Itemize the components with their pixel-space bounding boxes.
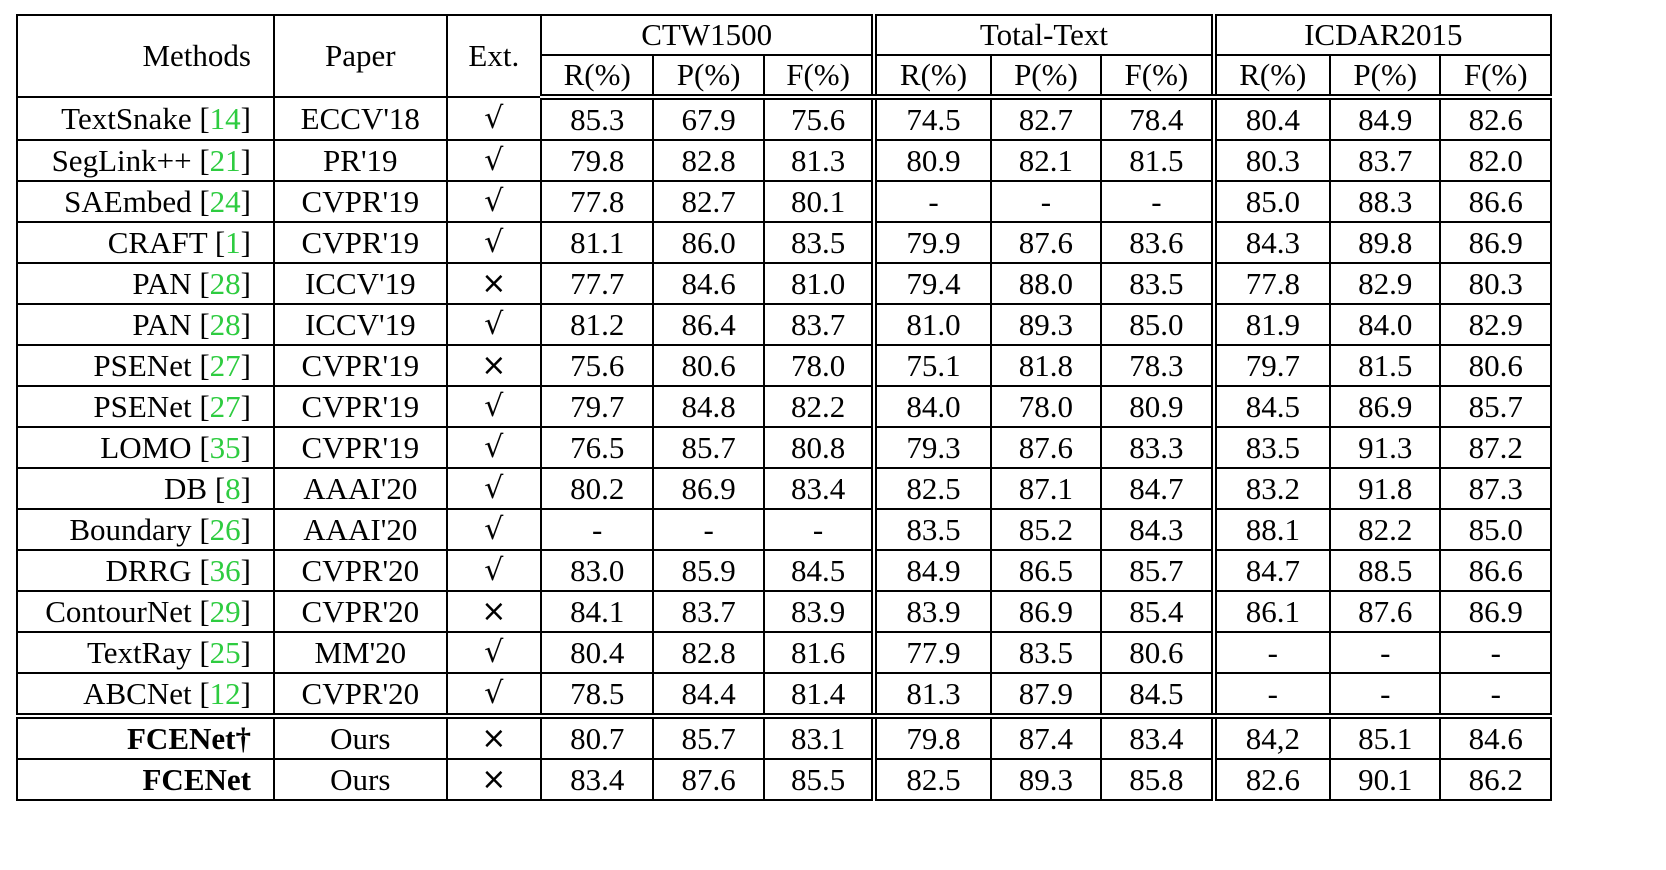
value-cell: 80.8 xyxy=(764,427,874,468)
value-cell: 77.9 xyxy=(874,632,990,673)
value-cell: 83.1 xyxy=(764,716,874,759)
value-cell: 82.6 xyxy=(1214,759,1330,800)
method-cell: TextSnake [14] xyxy=(17,97,274,140)
value-cell: 86.0 xyxy=(653,222,763,263)
value-cell: 83.0 xyxy=(541,550,653,591)
paper-cell: ICCV'19 xyxy=(274,304,447,345)
value-cell: 82.2 xyxy=(764,386,874,427)
header-metric-p: P(%) xyxy=(1330,55,1440,97)
value-cell: 78.5 xyxy=(541,673,653,716)
value-cell: 87.9 xyxy=(991,673,1101,716)
value-cell: 81.8 xyxy=(991,345,1101,386)
table-row xyxy=(17,427,1551,468)
cross-mark-icon: × xyxy=(447,591,541,632)
value-cell: 82.6 xyxy=(1440,97,1551,140)
value-cell: 79.9 xyxy=(874,222,990,263)
value-cell: 80.6 xyxy=(1101,632,1213,673)
value-cell: 80.6 xyxy=(1440,345,1551,386)
value-cell: - xyxy=(764,509,874,550)
check-mark-icon: √ xyxy=(447,140,541,181)
value-cell: 77.8 xyxy=(1214,263,1330,304)
table-row xyxy=(17,222,1551,263)
value-cell: 80.6 xyxy=(653,345,763,386)
value-cell: 82.7 xyxy=(991,97,1101,140)
method-name: TextSnake xyxy=(61,100,192,136)
method-name: TextRay xyxy=(86,634,192,670)
paper-cell: CVPR'19 xyxy=(274,222,447,263)
value-cell: 86.9 xyxy=(1440,222,1551,263)
citation-link[interactable]: 24 xyxy=(209,183,241,219)
value-cell: 84.1 xyxy=(541,591,653,632)
method-name: PSENet xyxy=(93,347,192,383)
value-cell: 84.9 xyxy=(1330,97,1440,140)
value-cell: 84.5 xyxy=(764,550,874,591)
value-cell: 83.9 xyxy=(764,591,874,632)
value-cell: 80.2 xyxy=(541,468,653,509)
value-cell: 80.4 xyxy=(541,632,653,673)
value-cell: 89.3 xyxy=(991,304,1101,345)
value-cell: 82.9 xyxy=(1440,304,1551,345)
header-metric-r: R(%) xyxy=(541,55,653,97)
method-cell: SegLink++ [21] xyxy=(17,140,274,181)
table-row xyxy=(17,181,1551,222)
method-name: Boundary xyxy=(69,511,192,547)
citation-link[interactable]: 14 xyxy=(209,100,241,136)
value-cell: 80.4 xyxy=(1214,97,1330,140)
header-metric-r: R(%) xyxy=(874,55,990,97)
cross-mark-icon: × xyxy=(447,759,541,800)
paper-cell: AAAI'20 xyxy=(274,468,447,509)
paper-cell: CVPR'20 xyxy=(274,550,447,591)
value-cell: 84,2 xyxy=(1214,716,1330,759)
header-dataset-icdar2015: ICDAR2015 xyxy=(1214,15,1551,55)
value-cell: 90.1 xyxy=(1330,759,1440,800)
value-cell: 81.6 xyxy=(764,632,874,673)
value-cell: 83.9 xyxy=(874,591,990,632)
value-cell: 83.4 xyxy=(541,759,653,800)
citation-link[interactable]: 8 xyxy=(225,470,241,506)
method-name: DRRG xyxy=(105,552,192,588)
value-cell: - xyxy=(541,509,653,550)
value-cell: 84.0 xyxy=(874,386,990,427)
table-row xyxy=(17,97,1551,140)
value-cell: 83.6 xyxy=(1101,222,1213,263)
value-cell: 85.7 xyxy=(653,427,763,468)
value-cell: 89.3 xyxy=(991,759,1101,800)
check-mark-icon: √ xyxy=(447,673,541,716)
paper-cell: Ours xyxy=(274,759,447,800)
value-cell: 83.4 xyxy=(764,468,874,509)
table-row xyxy=(17,673,1551,716)
citation-link[interactable]: 29 xyxy=(209,593,241,629)
value-cell: 79.7 xyxy=(541,386,653,427)
value-cell: 84.9 xyxy=(874,550,990,591)
value-cell: - xyxy=(1440,632,1551,673)
value-cell: 87.1 xyxy=(991,468,1101,509)
value-cell: 78.0 xyxy=(991,386,1101,427)
value-cell: 82.5 xyxy=(874,759,990,800)
value-cell: 82.7 xyxy=(653,181,763,222)
value-cell: 86.5 xyxy=(991,550,1101,591)
value-cell: 85.7 xyxy=(653,716,763,759)
value-cell: 82.5 xyxy=(874,468,990,509)
method-name: CRAFT xyxy=(107,224,208,260)
value-cell: 67.9 xyxy=(653,97,763,140)
table-row xyxy=(17,468,1551,509)
header-metric-r: R(%) xyxy=(1214,55,1330,97)
paper-cell: CVPR'19 xyxy=(274,427,447,468)
paper-cell: MM'20 xyxy=(274,632,447,673)
results-table xyxy=(16,14,1552,801)
value-cell: - xyxy=(1330,632,1440,673)
value-cell: 85.1 xyxy=(1330,716,1440,759)
paper-cell: AAAI'20 xyxy=(274,509,447,550)
value-cell: 85.9 xyxy=(653,550,763,591)
table-row xyxy=(17,263,1551,304)
value-cell: 80.7 xyxy=(541,716,653,759)
value-cell: 85.5 xyxy=(764,759,874,800)
value-cell: 78.4 xyxy=(1101,97,1213,140)
table-row xyxy=(17,550,1551,591)
citation-link[interactable]: 25 xyxy=(209,634,241,670)
value-cell: 81.9 xyxy=(1214,304,1330,345)
value-cell: 85.7 xyxy=(1101,550,1213,591)
check-mark-icon: √ xyxy=(447,181,541,222)
value-cell: 83.5 xyxy=(1214,427,1330,468)
citation-link[interactable]: 27 xyxy=(209,388,241,424)
header-metric-p: P(%) xyxy=(653,55,763,97)
value-cell: 81.0 xyxy=(764,263,874,304)
value-cell: 80.3 xyxy=(1214,140,1330,181)
citation-link[interactable]: 21 xyxy=(209,142,241,178)
value-cell: 81.4 xyxy=(764,673,874,716)
header-methods: Methods xyxy=(17,15,274,97)
value-cell: 81.0 xyxy=(874,304,990,345)
value-cell: 85.8 xyxy=(1101,759,1213,800)
citation-link[interactable]: 26 xyxy=(209,511,241,547)
value-cell: 83.7 xyxy=(1330,140,1440,181)
method-name: SegLink++ xyxy=(51,142,192,178)
paper-cell: Ours xyxy=(274,716,447,759)
check-mark-icon: √ xyxy=(447,304,541,345)
paper-cell: ICCV'19 xyxy=(274,263,447,304)
check-mark-icon: √ xyxy=(447,97,541,140)
value-cell: 83.5 xyxy=(874,509,990,550)
value-cell: 80.1 xyxy=(764,181,874,222)
value-cell: 88.5 xyxy=(1330,550,1440,591)
value-cell: 86.9 xyxy=(653,468,763,509)
header-metric-f: F(%) xyxy=(1440,55,1551,97)
paper-cell: PR'19 xyxy=(274,140,447,181)
citation-link[interactable]: 27 xyxy=(209,347,241,383)
table-row xyxy=(17,591,1551,632)
value-cell: 86.1 xyxy=(1214,591,1330,632)
method-cell: DB [8] xyxy=(17,468,274,509)
cross-mark-icon: × xyxy=(447,263,541,304)
value-cell: 79.7 xyxy=(1214,345,1330,386)
method-cell: CRAFT [1] xyxy=(17,222,274,263)
value-cell: 84.8 xyxy=(653,386,763,427)
value-cell: 83.5 xyxy=(764,222,874,263)
citation-link[interactable]: 36 xyxy=(209,552,241,588)
value-cell: 80.9 xyxy=(1101,386,1213,427)
value-cell: - xyxy=(1214,673,1330,716)
value-cell: 82.0 xyxy=(1440,140,1551,181)
paper-cell: CVPR'19 xyxy=(274,181,447,222)
method-name: LOMO xyxy=(100,429,192,465)
value-cell: 84.7 xyxy=(1101,468,1213,509)
value-cell: 87.6 xyxy=(653,759,763,800)
value-cell: 86.2 xyxy=(1440,759,1551,800)
method-name: FCENet† xyxy=(127,720,251,756)
value-cell: 83.7 xyxy=(653,591,763,632)
check-mark-icon: √ xyxy=(447,386,541,427)
value-cell: 77.8 xyxy=(541,181,653,222)
value-cell: 85.4 xyxy=(1101,591,1213,632)
value-cell: 85.7 xyxy=(1440,386,1551,427)
value-cell: 88.1 xyxy=(1214,509,1330,550)
value-cell: 86.9 xyxy=(1330,386,1440,427)
value-cell: - xyxy=(1101,181,1213,222)
value-cell: 82.1 xyxy=(991,140,1101,181)
value-cell: 84.5 xyxy=(1214,386,1330,427)
value-cell: 84.3 xyxy=(1101,509,1213,550)
value-cell: 81.1 xyxy=(541,222,653,263)
method-cell: PSENet [27] xyxy=(17,345,274,386)
paper-cell: CVPR'19 xyxy=(274,386,447,427)
paper-cell: ECCV'18 xyxy=(274,97,447,140)
paper-cell: CVPR'19 xyxy=(274,345,447,386)
table-row xyxy=(17,386,1551,427)
method-cell: ContourNet [29] xyxy=(17,591,274,632)
value-cell: - xyxy=(653,509,763,550)
method-name: PAN xyxy=(132,306,192,342)
method-cell: ABCNet [12] xyxy=(17,673,274,716)
header-ext: Ext. xyxy=(447,15,541,97)
value-cell: 75.6 xyxy=(764,97,874,140)
cross-mark-icon: × xyxy=(447,345,541,386)
value-cell: - xyxy=(874,181,990,222)
value-cell: - xyxy=(1214,632,1330,673)
method-name: DB xyxy=(164,470,208,506)
value-cell: 80.9 xyxy=(874,140,990,181)
value-cell: 82.8 xyxy=(653,140,763,181)
value-cell: 81.3 xyxy=(874,673,990,716)
header-metric-p: P(%) xyxy=(991,55,1101,97)
header-metric-f: F(%) xyxy=(764,55,874,97)
value-cell: 79.8 xyxy=(874,716,990,759)
method-cell: PAN [28] xyxy=(17,263,274,304)
value-cell: 83.5 xyxy=(1101,263,1213,304)
value-cell: - xyxy=(1440,673,1551,716)
value-cell: 84.6 xyxy=(653,263,763,304)
value-cell: 86.6 xyxy=(1440,550,1551,591)
value-cell: 75.1 xyxy=(874,345,990,386)
check-mark-icon: √ xyxy=(447,222,541,263)
value-cell: 83.5 xyxy=(991,632,1101,673)
value-cell: 79.8 xyxy=(541,140,653,181)
check-mark-icon: √ xyxy=(447,468,541,509)
value-cell: 87.6 xyxy=(991,427,1101,468)
value-cell: 84.6 xyxy=(1440,716,1551,759)
value-cell: 76.5 xyxy=(541,427,653,468)
method-cell: PAN [28] xyxy=(17,304,274,345)
check-mark-icon: √ xyxy=(447,632,541,673)
method-name: PSENet xyxy=(93,388,192,424)
value-cell: 91.3 xyxy=(1330,427,1440,468)
cross-mark-icon: × xyxy=(447,716,541,759)
value-cell: 78.3 xyxy=(1101,345,1213,386)
table-row xyxy=(17,716,1551,759)
method-cell xyxy=(17,716,274,759)
paper-cell: CVPR'20 xyxy=(274,673,447,716)
value-cell: 78.0 xyxy=(764,345,874,386)
value-cell: - xyxy=(991,181,1101,222)
method-name: SAEmbed xyxy=(64,183,192,219)
value-cell: 79.3 xyxy=(874,427,990,468)
value-cell: 87.6 xyxy=(1330,591,1440,632)
value-cell: 84.0 xyxy=(1330,304,1440,345)
citation-link[interactable]: 28 xyxy=(209,306,241,342)
value-cell: 84.3 xyxy=(1214,222,1330,263)
method-cell: LOMO [35] xyxy=(17,427,274,468)
value-cell: 81.5 xyxy=(1101,140,1213,181)
value-cell: 85.2 xyxy=(991,509,1101,550)
table-body xyxy=(17,97,1551,800)
citation-link[interactable]: 28 xyxy=(209,265,241,301)
check-mark-icon: √ xyxy=(447,550,541,591)
value-cell: 83.7 xyxy=(764,304,874,345)
value-cell: 82.9 xyxy=(1330,263,1440,304)
value-cell: 81.5 xyxy=(1330,345,1440,386)
table-row xyxy=(17,759,1551,800)
value-cell: 84.4 xyxy=(653,673,763,716)
value-cell: 85.3 xyxy=(541,97,653,140)
method-name: ABCNet xyxy=(83,675,192,711)
value-cell: 79.4 xyxy=(874,263,990,304)
value-cell: 83.4 xyxy=(1101,716,1213,759)
value-cell: 75.6 xyxy=(541,345,653,386)
method-cell: SAEmbed [24] xyxy=(17,181,274,222)
method-cell: PSENet [27] xyxy=(17,386,274,427)
table-row xyxy=(17,509,1551,550)
value-cell: - xyxy=(1330,673,1440,716)
method-cell: DRRG [36] xyxy=(17,550,274,591)
citation-link[interactable]: 1 xyxy=(225,224,241,260)
header-dataset-ctw1500: CTW1500 xyxy=(541,15,874,55)
value-cell: 88.3 xyxy=(1330,181,1440,222)
citation-link[interactable]: 12 xyxy=(209,675,241,711)
check-mark-icon: √ xyxy=(447,427,541,468)
citation-link[interactable]: 35 xyxy=(209,429,241,465)
value-cell: 82.2 xyxy=(1330,509,1440,550)
method-name: PAN xyxy=(132,265,192,301)
value-cell: 82.8 xyxy=(653,632,763,673)
value-cell: 87.6 xyxy=(991,222,1101,263)
value-cell: 81.2 xyxy=(541,304,653,345)
method-cell xyxy=(17,759,274,800)
value-cell: 80.3 xyxy=(1440,263,1551,304)
header-dataset-total-text: Total-Text xyxy=(874,15,1213,55)
header-metric-f: F(%) xyxy=(1101,55,1213,97)
table-row xyxy=(17,345,1551,386)
value-cell: 77.7 xyxy=(541,263,653,304)
value-cell: 87.4 xyxy=(991,716,1101,759)
method-name: ContourNet xyxy=(45,593,192,629)
value-cell: 86.9 xyxy=(991,591,1101,632)
method-name: FCENet xyxy=(142,761,251,797)
value-cell: 84.5 xyxy=(1101,673,1213,716)
value-cell: 86.4 xyxy=(653,304,763,345)
check-mark-icon: √ xyxy=(447,509,541,550)
value-cell: 83.3 xyxy=(1101,427,1213,468)
value-cell: 74.5 xyxy=(874,97,990,140)
value-cell: 85.0 xyxy=(1214,181,1330,222)
value-cell: 83.2 xyxy=(1214,468,1330,509)
table-row xyxy=(17,632,1551,673)
value-cell: 85.0 xyxy=(1101,304,1213,345)
value-cell: 86.9 xyxy=(1440,591,1551,632)
value-cell: 84.7 xyxy=(1214,550,1330,591)
value-cell: 81.3 xyxy=(764,140,874,181)
value-cell: 89.8 xyxy=(1330,222,1440,263)
value-cell: 87.3 xyxy=(1440,468,1551,509)
table-row xyxy=(17,304,1551,345)
method-cell: Boundary [26] xyxy=(17,509,274,550)
value-cell: 86.6 xyxy=(1440,181,1551,222)
value-cell: 87.2 xyxy=(1440,427,1551,468)
method-cell: TextRay [25] xyxy=(17,632,274,673)
value-cell: 85.0 xyxy=(1440,509,1551,550)
value-cell: 91.8 xyxy=(1330,468,1440,509)
table-row xyxy=(17,140,1551,181)
value-cell: 88.0 xyxy=(991,263,1101,304)
paper-cell: CVPR'20 xyxy=(274,591,447,632)
header-paper: Paper xyxy=(274,15,447,97)
